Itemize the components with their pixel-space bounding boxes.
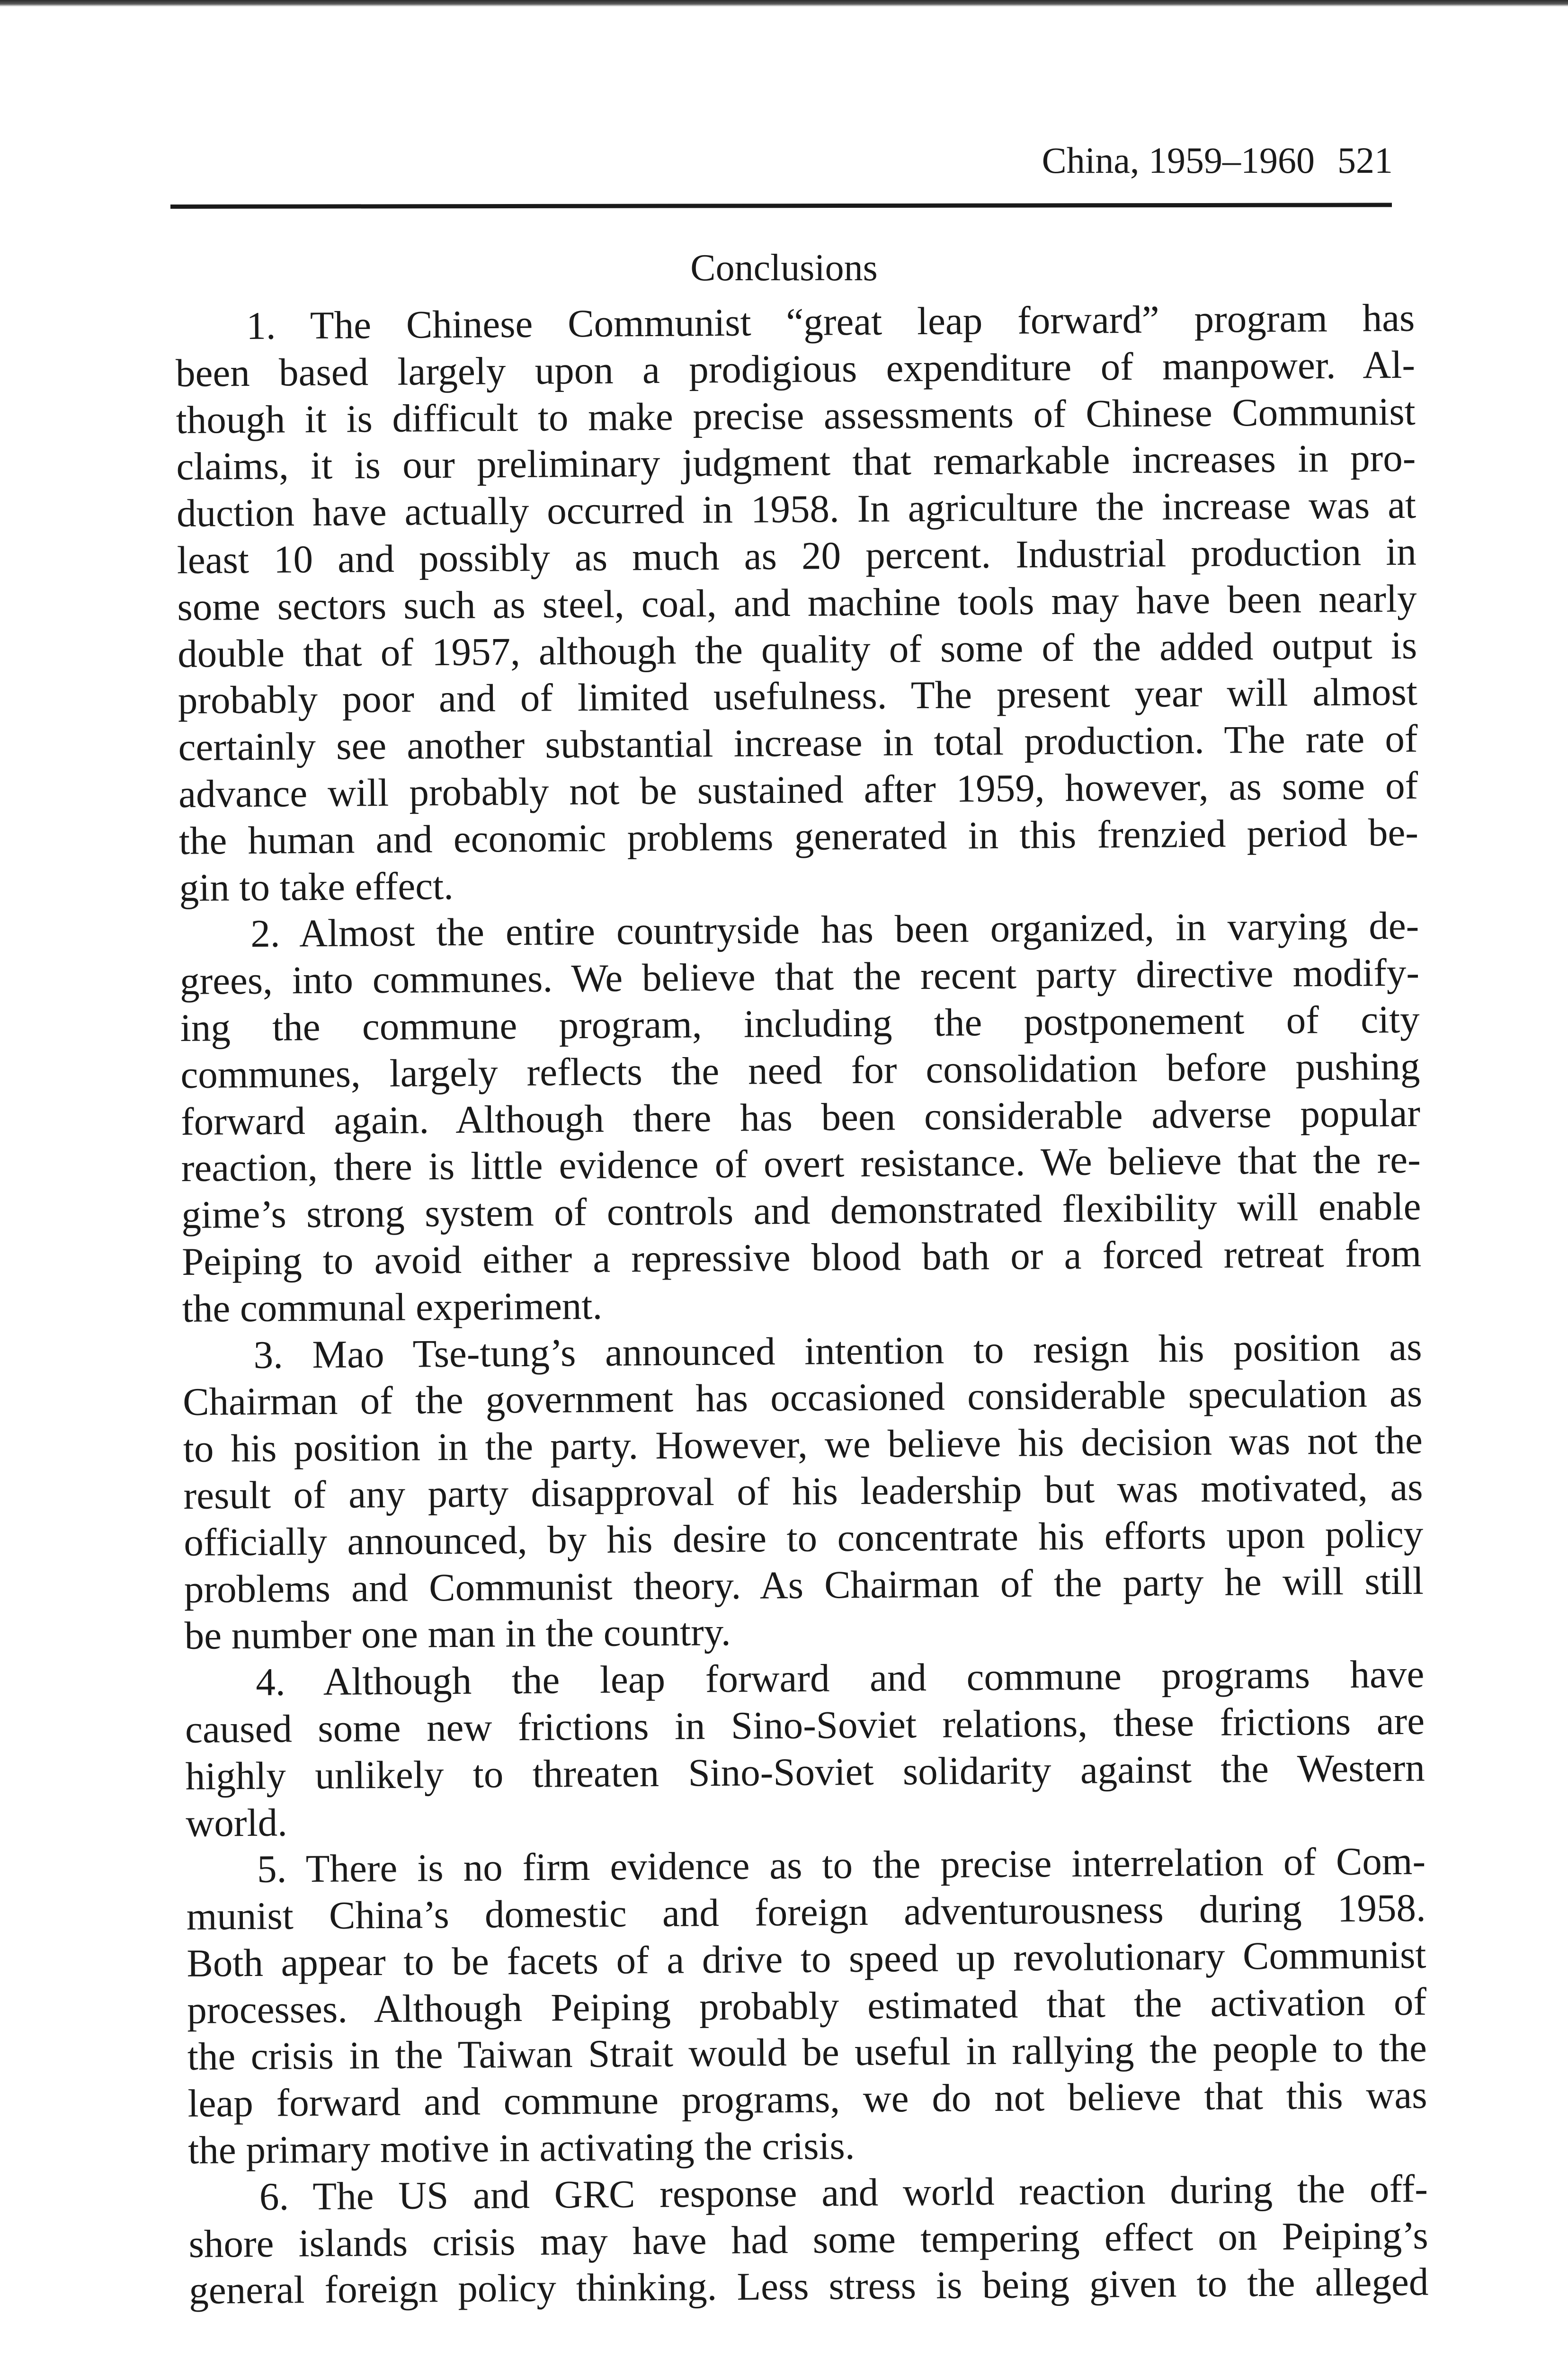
text-line: reaction, there is little evidence of overt resistance. We believe that the re-	[181, 1138, 1421, 1190]
text-line: 4. Although the leap forward and commune programs have	[256, 1652, 1425, 1704]
text-line: some sectors such as steel, coal, and machine tools may have been nearly	[177, 576, 1417, 629]
text-line: 5. There is no firm evidence as to the precise interrelation of Com-	[257, 1839, 1426, 1891]
text-line: caused some new frictions in Sino-Soviet relations, these frictions are	[185, 1699, 1425, 1751]
text-line: ing the commune program, including the postponement of city	[180, 997, 1420, 1050]
text-line: certainly see another substantial increase in total production. The rate of	[178, 716, 1418, 769]
text-line: though it is difficult to make precise assessments of Chinese Communist	[176, 389, 1416, 442]
text-line: probably poor and of limited usefulness. The present year will almost	[178, 670, 1418, 722]
text-line: 1. The Chinese Communist “great leap forward” program has	[246, 295, 1415, 347]
text-line: highly unlikely to threaten Sino-Soviet solidarity against the Western	[185, 1745, 1425, 1798]
text-line: result of any party disapproval of his leadership but was motivated, as	[183, 1465, 1423, 1517]
paragraph-6	[188, 2165, 1429, 2314]
text-line: the crisis in the Taiwan Strait would be useful in rallying the people to the	[187, 2026, 1427, 2079]
text-line: the human and economic problems generated in this frenzied period be-	[178, 810, 1419, 863]
section-title: Conclusions	[690, 247, 878, 289]
text-line: gime’s strong system of controls and demonstrated flexibility will enable	[181, 1184, 1421, 1237]
running-title: China, 1959–1960	[1042, 140, 1315, 181]
text-line: 3. Mao Tse-tung’s announced intention to resign his position as	[253, 1325, 1422, 1377]
text-line: to his position in the party. However, we believe his decision was not the	[183, 1418, 1423, 1471]
text-line: world.	[186, 1800, 288, 1845]
text-line: least 10 and possibly as much as 20 percent. Industrial production in	[177, 529, 1417, 582]
text-line: been based largely upon a prodigious expenditure of manpower. Al-	[175, 342, 1416, 395]
text-line: Both appear to be facets of a drive to speed up revolutionary Communist	[187, 1932, 1426, 1985]
text-line: the communal experiment.	[182, 1283, 603, 1330]
text-line: advance will probably not be sustained after 1959, however, as some of	[178, 763, 1418, 816]
text-line: leap forward and commune programs, we do not believe that this was	[187, 2073, 1427, 2126]
text-line: double that of 1957, although the quality of some of the added output is	[177, 623, 1417, 676]
text-line: duction have actually occurred in 1958. In agriculture the increase was at	[176, 482, 1417, 535]
text-line: 6. The US and GRC response and world reaction during the off-	[259, 2166, 1428, 2218]
scan-edge	[0, 0, 1568, 7]
body-text	[175, 294, 1429, 2314]
running-head	[1042, 142, 1393, 179]
text-line: forward again. Although there has been considerable adverse popular	[180, 1091, 1421, 1143]
page-number: 521	[1337, 140, 1393, 181]
text-line: grees, into communes. We believe that the recent party directive modify-	[179, 950, 1420, 1003]
text-line: Chairman of the government has occasioned considerable speculation as	[182, 1371, 1423, 1424]
text-line: claims, it is our preliminary judgment that remarkable increases in pro-	[176, 436, 1416, 489]
text-line: 2. Almost the entire countryside has been organized, in varying de-	[250, 904, 1419, 956]
text-line: be number one man in the country.	[184, 1610, 731, 1658]
paragraph-3	[182, 1323, 1424, 1659]
paragraph-5	[186, 1838, 1428, 2174]
text-line: communes, largely reflects the need for consolidation before pushing	[180, 1044, 1420, 1096]
text-line: problems and Communist theory. As Chairman of the party he will still	[184, 1558, 1424, 1611]
text-line: Peiping to avoid either a repressive blood bath or a forced retreat from	[181, 1231, 1422, 1283]
paragraph-1	[175, 294, 1419, 911]
paragraph-2	[179, 902, 1422, 1332]
header-rule	[170, 203, 1392, 209]
text-line: gin to take effect.	[179, 863, 454, 909]
text-line: processes. Although Peiping probably estimated that the activation of	[187, 1979, 1427, 2032]
text-line: shore islands crisis may have had some tempering effect on Peiping’s	[188, 2213, 1428, 2266]
text-line: general foreign policy thinking. Less stress is being given to the alleged	[188, 2260, 1429, 2313]
text-line: officially announced, by his desire to concentrate his efforts upon policy	[183, 1512, 1424, 1564]
paragraph-4	[185, 1651, 1425, 1846]
text-line: munist China’s domestic and foreign adventurousness during 1958.	[186, 1886, 1426, 1939]
text-line: the primary motive in activating the crisis.	[187, 2124, 855, 2172]
